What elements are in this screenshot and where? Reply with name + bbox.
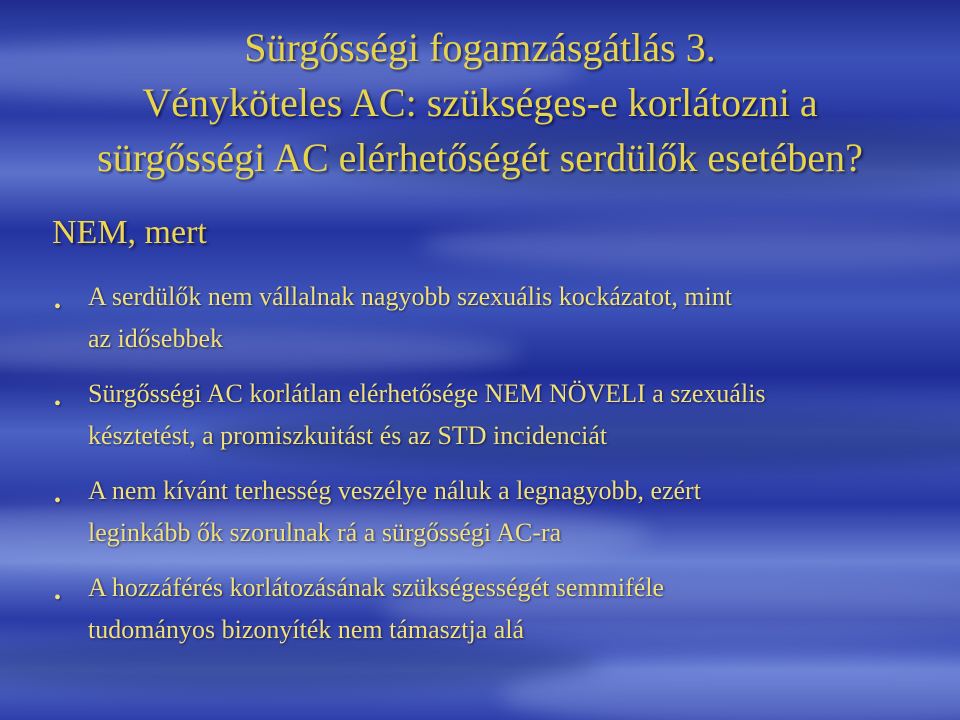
bullet-item <box>54 567 934 651</box>
background-streak <box>420 220 960 270</box>
bullet-text-line: A nem kívánt terhesség veszélye náluk a legnagyobb, ezért <box>88 476 701 505</box>
bullet-text-line: késztetést, a promiszkuitást és az STD incidenciát <box>88 421 608 450</box>
bullet-icon: • <box>54 393 62 415</box>
bullet-icon: • <box>54 587 62 609</box>
bullet-icon: • <box>54 296 62 318</box>
title-line: Sürgősségi fogamzásgátlás 3. <box>244 25 716 70</box>
bullet-text-line: leginkább ők szorulnak rá a sürgősségi AC-ra <box>88 518 562 547</box>
bullet-text-line: tudományos bizonyíték nem támasztja alá <box>88 615 525 644</box>
bullet-list <box>54 276 934 651</box>
bullet-text-line: A hozzáférés korlátozásának szükségességét semmiféle <box>88 573 665 602</box>
bullet-text-line: Sürgősségi AC korlátlan elérhetősége NEM NÖVELI a szexuális <box>88 379 766 408</box>
bullet-text-line: A serdülők nem vállalnak nagyobb szexuális kockázatot, mint <box>88 282 733 311</box>
bullet-item <box>54 373 934 457</box>
bullet-text-line: az idősebbek <box>88 324 224 353</box>
title-line: sürgősségi AC elérhetőségét serdülők esetében? <box>97 135 863 180</box>
bullet-item <box>54 276 934 360</box>
bullet-icon: • <box>54 490 62 512</box>
slide-title <box>40 20 920 185</box>
bullet-item <box>54 470 934 554</box>
subheading: NEM, mert <box>52 214 207 251</box>
title-line: Vényköteles AC: szükséges-e korlátozni a <box>142 80 818 125</box>
